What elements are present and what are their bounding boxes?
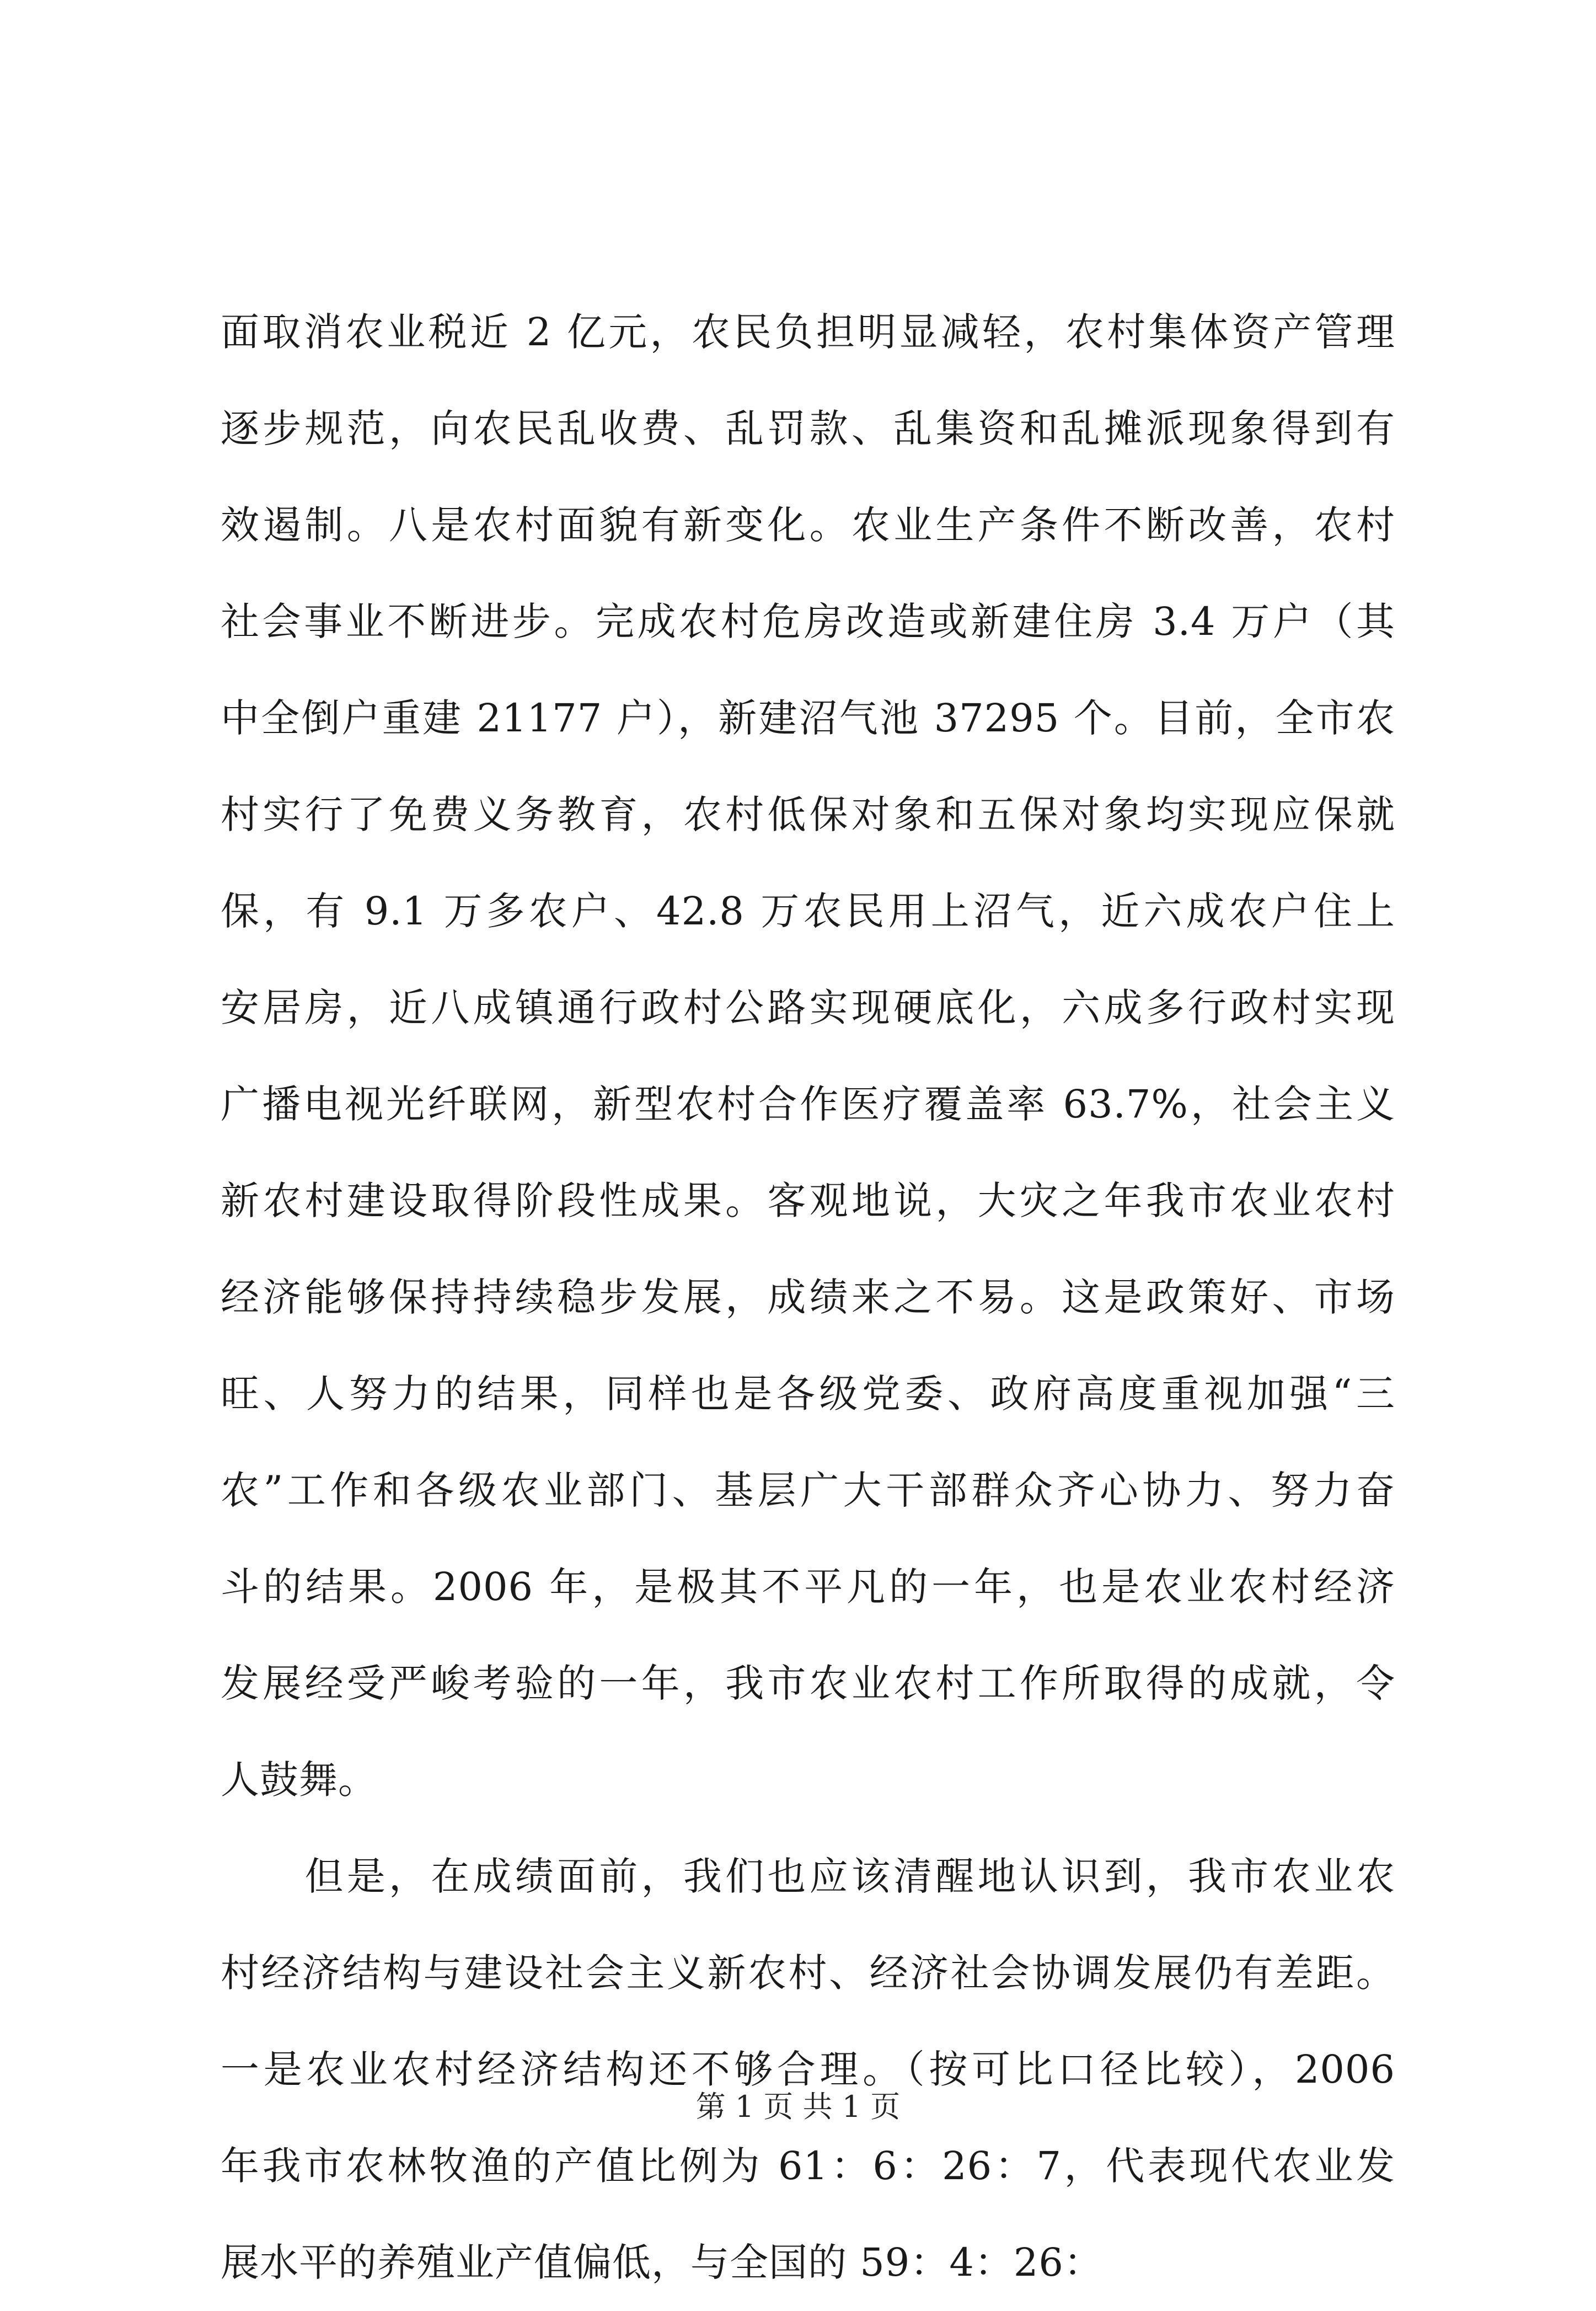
text-line: 年我市农林牧渔的产值比例为 61：6：26：7，代表现代农业发 xyxy=(221,2143,1395,2189)
text-line: 保，有 9.1 万多农户、42.8 万农民用上沼气，近六成农户住上 xyxy=(221,889,1395,934)
text-line: 效遏制。八是农村面貌有新变化。农业生产条件不断改善，农村 xyxy=(221,502,1395,548)
text-line: 经济能够保持持续稳步发展，成绩来之不易。这是政策好、市场 xyxy=(221,1275,1395,1320)
text-line: 人鼓舞。 xyxy=(221,1757,377,1802)
text-line: 社会事业不断进步。完成农村危房改造或新建住房 3.4 万户（其 xyxy=(221,599,1395,644)
document-body xyxy=(221,284,1395,2311)
text-line: 村实行了免费义务教育，农村低保对象和五保对象均实现应保就 xyxy=(221,792,1395,837)
text-line: 农”工作和各级农业部门、基层广大干部群众齐心协力、努力奋 xyxy=(221,1468,1395,1513)
text-line: 逐步规范，向农民乱收费、乱罚款、乱集资和乱摊派现象得到有 xyxy=(221,406,1395,451)
text-line: 旺、人努力的结果，同样也是各级党委、政府高度重视加强“三 xyxy=(221,1371,1395,1416)
page-number-footer: 第 1 页 共 1 页 xyxy=(695,2089,901,2124)
text-line: 一是农业农村经济结构还不够合理。（按可比口径比较），2006 xyxy=(221,2047,1395,2092)
text-line: 村经济结构与建设社会主义新农村、经济社会协调发展仍有差距。 xyxy=(221,1950,1395,1996)
text-line: 斗的结果。2006 年，是极其不平凡的一年，也是农业农村经济 xyxy=(221,1564,1395,1609)
text-line: 面取消农业税近 2 亿元，农民负担明显减轻，农村集体资产管理 xyxy=(221,309,1395,355)
text-line: 新农村建设取得阶段性成果。客观地说，大灾之年我市农业农村 xyxy=(221,1178,1395,1223)
text-line: 但是，在成绩面前，我们也应该清醒地认识到，我市农业农 xyxy=(221,1854,1395,1899)
text-line: 广播电视光纤联网，新型农村合作医疗覆盖率 63.7%，社会主义 xyxy=(221,1082,1395,1127)
text-line: 展水平的养殖业产值偏低，与全国的 59：4：26： xyxy=(221,2240,1103,2285)
text-line: 发展经受严峻考验的一年，我市农业农村工作所取得的成就，令 xyxy=(221,1661,1395,1706)
text-line: 中全倒户重建 21177 户），新建沼气池 37295 个。目前，全市农 xyxy=(221,696,1395,741)
text-line: 安居房，近八成镇通行政村公路实现硬底化，六成多行政村实现 xyxy=(221,985,1395,1030)
